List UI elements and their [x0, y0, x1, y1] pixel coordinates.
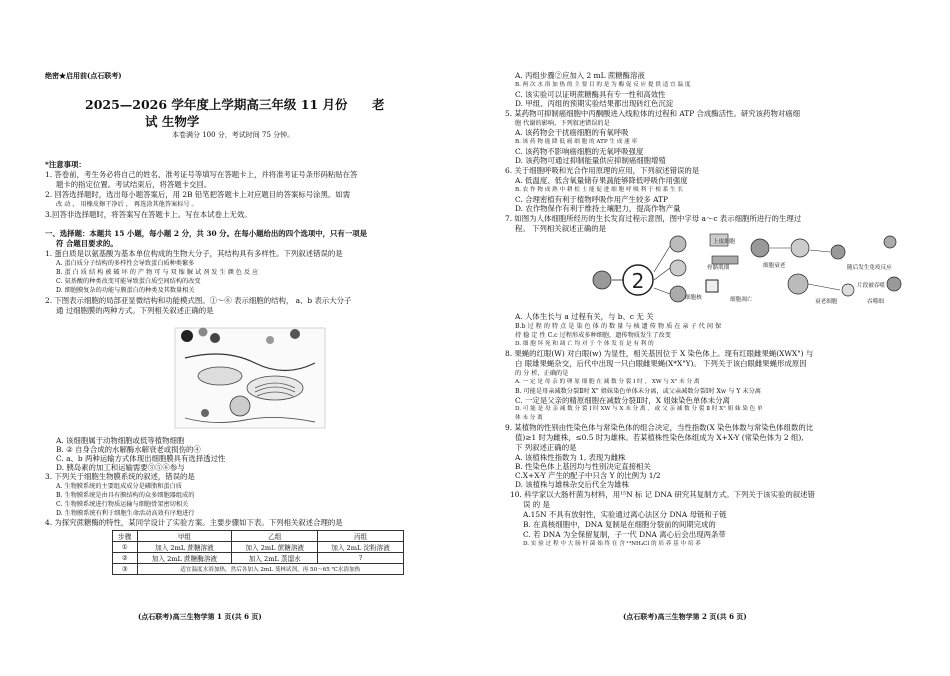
question-4-table — [112, 530, 404, 575]
fig-label: 上皮细胞 — [713, 239, 736, 245]
phagocyte-icon — [884, 236, 896, 248]
notice-line: 3.回答非选择题时，将答案写在答题卡上。写在本试卷上无效。 — [45, 210, 252, 219]
question-3-stem: 3. 下列关于细胞生物膜系统的叙述，错误的是 — [45, 472, 195, 481]
nucleus-box-icon — [706, 280, 718, 292]
question-8-option: A. 一 定 是 母 亲 的 卵 原 细 胞 在 减 数 分 裂 Ⅰ 时 ， XW 与 X" 未 分 离 — [515, 379, 700, 385]
exam-info: 本卷满分 100 分，考试时间 75 分钟。 — [172, 131, 295, 139]
question-4-option: C. 该实验可以证明蔗糖酶具有专一性和高效性 — [515, 90, 666, 99]
table-cell: 加入 2mL 蔗糖溶液 — [137, 542, 232, 553]
aging-cell-icon — [751, 239, 769, 257]
question-4-stem: 4. 为探究蔗糖酶的特性，某同学设计了实验方案。主要步骤如下表。下列相关叙述合理的是 — [45, 518, 343, 527]
page-2-footer: (点石联考)高三生物学第 2 页(共 6 页) — [623, 612, 747, 621]
fig-label: 细胞凋亡 — [730, 297, 753, 303]
stem-cell-icon — [593, 271, 611, 289]
fragment-icon — [831, 245, 845, 259]
question-1-stem: 1. 蛋白质是以氨基酸为基本单位构成的生物大分子，其结构具有多样性。下列叙述错误的是 — [45, 249, 343, 258]
confidential-label: 绝密★启用前(点石联考) — [45, 71, 122, 80]
table-row — [113, 542, 404, 553]
fig-label: 骨骼肌细 — [707, 265, 730, 271]
section-1-heading: 一、选择题：本题共 15 小题，每小题 2 分，共 30 分。在每小题给出的四个选项中，只有一项是 — [45, 229, 367, 238]
table-cell: 加入 2mL 淀粉溶液 — [318, 542, 404, 553]
exam-title-line1: 2025—2026 学年度上学期高三年级 11 月份 — [85, 97, 348, 112]
question-10-option: C. 若 DNA 为全保留复制，子一代 DNA 离心后会出现两条带 — [523, 530, 726, 539]
question-6-stem: 6. 关于细胞呼吸和光合作用原理的应用，下列叙述错误的是 — [505, 166, 700, 175]
exam-title-line2: 试 生物学 — [145, 114, 200, 129]
fig-label: 细胞衰老 — [763, 263, 786, 269]
question-10-stem-cont: 误 的 是 — [523, 500, 550, 509]
table-header: 甲组 — [137, 531, 232, 542]
question-5-option: D. 该药物可通过抑制能量供应抑制癌细胞增殖 — [515, 156, 666, 165]
question-8-stem-cont: 白 眼雄果蝇杂交，后代中出现一只白眼雌果蝇(X*X"Y)。 下列关于该白眼雌果蝇形成原因 — [515, 359, 807, 368]
question-7-option: D. 细 胞 坏 死 和 凋 亡 均 对 于 个 体 发 育 是 有 利 的 — [515, 341, 654, 347]
dividing-cell-icon — [670, 236, 686, 252]
question-7-stem: 7. 如图为人体细胞所经历的生长发育过程示意图，图中字母 a～c 表示细胞所进行的生理过 — [505, 214, 802, 223]
question-2-stem: 2. 下图表示细胞的局部亚显微结构和功能模式图。①～⑥ 表示细胞的结构， a、b 表示大分子 — [45, 296, 352, 305]
question-3-option: B. 生物膜系统是由具有膜结构的众多细胞器组成的 — [56, 492, 195, 499]
table-header: 步骤 — [113, 531, 138, 542]
question-2-option: D. 胰岛素的加工和运输需要③⑤⑥参与 — [56, 463, 185, 472]
question-6-option: A. 低温度、低含氧量储存果蔬能够降低呼吸作用强度 — [515, 176, 688, 185]
question-2-option: C. a、b 两种运输方式体现出细胞膜具有选择透过性 — [56, 454, 226, 463]
question-9-option: C.X+X-Y 产生的配子中只含 Y 的比例为 1/2 — [515, 471, 661, 480]
question-9-option: B. 性染色体上基因均与性别决定直接相关 — [515, 462, 651, 471]
question-5-stem: 5. 某药物可抑制癌细胞中丙酮酸进入线粒体的过程和 ATP 合成酶活性。研究该药物对癌细 — [505, 109, 801, 118]
cell-structure-figure — [155, 318, 335, 433]
lysosome-icon — [230, 396, 250, 416]
section-1-heading-cont: 符 合题目要求的。 — [56, 239, 118, 248]
question-1-option: D. 细胞膜复杂的功能与膜蛋白的种类及其数量相关 — [56, 287, 195, 294]
question-2-option: A. 该细胞属于动物细胞或低等植物细胞 — [56, 436, 185, 445]
table-row — [113, 553, 404, 564]
question-4-option: A. 丙组步骤②应加入 2 mL 蔗糖酶溶液 — [515, 71, 645, 80]
table-cell: 适宜温度水浴加热，然后各加入 2mL 斐林试剂，再 50～65 ℃水浴加热 — [137, 564, 403, 575]
question-9-stem-cont: 值)≥1 时为雌株，≤0.5 时为雄株。若某植株性染色体组成为 X+X-Y (常染色体为 2 组), — [515, 433, 804, 442]
question-9-stem-cont: 下 列叙述正确的是 — [515, 443, 577, 452]
notice-line: 2. 回答选择题时，选出每小题答案后，用 2B 铅笔把答题卡上对应题目的答案标号涂黑。如需 — [45, 190, 351, 199]
question-10-stem: 10. 科学家以大肠杆菌为材料，用¹⁵N 标 记 DNA 研究其复制方式。下列关于该实验的叙述错 — [510, 490, 815, 499]
apoptotic-cell-icon — [791, 239, 809, 257]
question-5-stem-cont: 胞 代谢的影响，下列叙述错误的是 — [515, 120, 610, 127]
question-10-option: A.15N 不具有放射性，实验通过离心法区分 DNA 母链和子链 — [523, 510, 727, 519]
question-1-option: B. 蛋 白 质 结 构 被 破 坏 的 产 物 可 与 双 缩 脲 试 剂 发 生 颜 色 反 应 — [56, 269, 259, 276]
question-1-option: C. 氨基酸的种类改变可能导致蛋白质空间结构的改变 — [56, 278, 201, 285]
notice-line: 1. 答卷前，考生务必将自己的姓名、准考证号等填写在答题卡上，并将准考证号条形码粘贴在答 — [45, 170, 358, 179]
question-5-option: A. 该药物会干扰癌细胞的有氧呼吸 — [515, 128, 629, 137]
notice-line: 题卡的指定位置。考试结束后，将答题卡交回。 — [56, 180, 212, 189]
table-cell: 加入 2mL 蒸馏水 — [232, 553, 318, 564]
exam-title-line1-end: 老 — [372, 97, 385, 112]
table-cell: ③ — [113, 564, 138, 575]
svg-text:2: 2 — [631, 269, 645, 293]
vesicle-a-icon — [181, 330, 193, 342]
question-9-option: A. 该植株性指数为 1, 表现为雌株 — [515, 453, 626, 462]
vesicle-icon — [210, 333, 220, 343]
table-row — [113, 564, 404, 575]
table-header: 丙组 — [318, 531, 404, 542]
question-3-option: C. 生物膜系统进行物质运输与细胞骨架密切相关 — [56, 501, 189, 508]
notice-line: 改 动 ， 用橡皮擦干净后 ， 再选涂其他答案标号 。 — [56, 201, 198, 208]
question-6-option: B. 农 作 物 成 熟 中 耕 松 土 能 促 进 细 胞 呼 吸 利 于 根 系 生 长 — [515, 187, 684, 193]
table-header-row — [113, 531, 404, 542]
question-7-option: A. 人体生长与 a 过程有关，与 b、c 无 关 — [515, 312, 654, 321]
question-8-option: C. 一定是父亲的精原细胞在减数分裂Ⅱ时，X 姐妹染色单体未分离 — [515, 396, 730, 405]
question-2-stem-cont: 通 过细胞膜的两种方式。下列相关叙述正确的是 — [56, 306, 214, 315]
table-cell: 加入 2mL 蔗糖溶液 — [232, 542, 318, 553]
dividing-cell-icon — [670, 260, 686, 276]
table-cell: ? — [318, 553, 404, 564]
exam-page-2 — [475, 0, 950, 676]
phagocyte-icon — [887, 277, 901, 291]
question-4-option: B. 两 次 水 浴 加 热 的 主 要 目 的 是 为 酶 促 反 应 提 供 适 宜 温 度 — [515, 82, 691, 88]
question-8-stem: 8. 果蝇的红眼(W) 对白眼(w) 为显性，相关基因位于 X 染色体上。现有红眼雌果蝇(XWX") 与 — [505, 349, 814, 358]
question-8-option: B. 可能是母亲减数分裂Ⅱ时 X" 姐妹染色单体未分离，或父亲减数分裂Ⅰ时 Xw 与 Y 未分离 — [515, 388, 761, 395]
table-cell: 加入 2mL 蔗糖酶溶液 — [137, 553, 232, 564]
question-10-option: D. 实 验 过 程 中 大 肠 杆 菌 始 终 在 含 ¹⁴NH₄Cl 的 培 养 基 中 培 养 — [523, 541, 701, 547]
table-header: 乙组 — [232, 531, 318, 542]
notice-header: *注意事项： — [45, 160, 86, 169]
question-7-option: 持 稳 定 性 C.c 过程形成多种细胞，遗传物质发生了改变 — [515, 332, 671, 339]
page-1-footer: (点石联考)高三生物学第 1 页(共 6 页) — [138, 612, 262, 621]
question-7-option: B.b 过 程 的 特 点 是 染 色 体 的 数 量 与 核 遗 传 物 质 在 亲 子 代 间 保 — [515, 323, 722, 330]
question-3-option: D. 生物膜系统有利于细胞生命活动高效有序地进行 — [56, 510, 195, 517]
question-2-option: B. ② 自身合成的水解酶水解衰老或损伤的④ — [56, 445, 201, 454]
fig-label: 片段被吞噬 — [857, 283, 885, 289]
question-8-option: D. 可 能 是 母 亲 减 数 分 裂 Ⅰ 时 XW 与 X 未 分 离 ， 或 父 亲 减 数 分 裂 Ⅱ 时 X" 姐 妹 染 色 单 — [515, 406, 763, 412]
question-1-option: A. 蛋白质分子结构的多样性会导致蛋白质种类繁多 — [56, 260, 195, 267]
fig-label: 衰老细胞 — [815, 299, 838, 305]
mitochondrion-icon — [198, 367, 242, 385]
fig-label: 随后发生免疫反应 — [847, 265, 892, 271]
vesicle-b-icon — [290, 329, 300, 339]
question-6-option: C. 合理密植有利于植物呼吸作用产生较多 ATP — [515, 195, 668, 204]
vesicle-icon — [266, 336, 274, 344]
table-cell: ② — [113, 553, 138, 564]
fig-label: 吞噬细 — [867, 299, 884, 305]
fig-label: 细胞核 — [685, 295, 702, 301]
question-9-stem: 9. 某植物的性别由性染色体与常染色体的组合决定，当性指数(X 染色体数与常染色体组数的比 — [505, 423, 814, 432]
vesicle-icon — [199, 328, 208, 337]
question-4-option: D. 甲组、丙组的预期实验结果都出现砖红色沉淀 — [515, 99, 674, 108]
question-5-option: C. 该药物不影响癌细胞的无氧呼吸强度 — [515, 147, 644, 156]
vesicle-icon — [201, 409, 209, 417]
question-7-stem-cont: 程。 下列相关叙述正确的是 — [515, 224, 607, 233]
question-6-option: D. 农作物保作有利于维持土壤肥力，提高作物产量 — [515, 204, 681, 213]
dividing-cell-icon — [670, 286, 686, 302]
damaged-cell-icon — [788, 274, 808, 294]
question-10-option: B. 在真核细胞中，DNA 复制是在细胞分裂前的间期完成的 — [523, 520, 716, 529]
question-3-option: A. 生物膜系统的主要组成成分是磷脂和蛋白质 — [56, 483, 182, 490]
fragment-icon — [842, 284, 854, 296]
table-cell: ① — [113, 542, 138, 553]
question-5-option: B. 该 药 物 能 降 低 癌 细 胞 的 ATP 生 成 速 率 — [515, 139, 638, 145]
question-8-stem-cont: 的 分 析，正确的是 — [515, 370, 569, 377]
question-8-option-cont: 体 未 分 离 — [515, 415, 543, 421]
muscle-cell-icon — [712, 256, 738, 264]
question-9-option: D. 该植株与雄株杂交后代全为雄株 — [515, 480, 629, 489]
